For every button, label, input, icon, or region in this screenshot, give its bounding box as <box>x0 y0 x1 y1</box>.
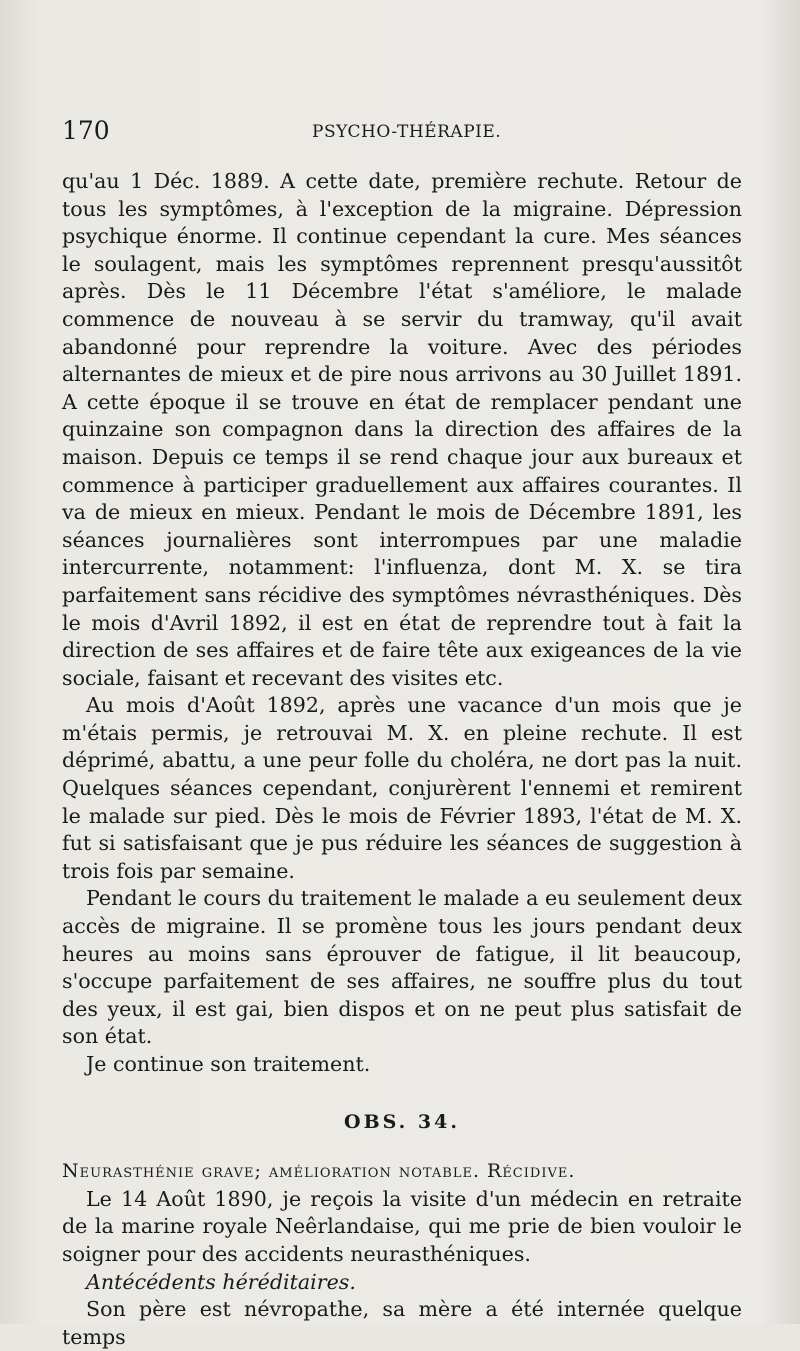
observation-title: OBS. 34. <box>344 1110 460 1133</box>
page-body <box>62 168 742 1351</box>
paragraph-4: Je continue son traitement. <box>86 1052 371 1076</box>
observation-subheading: Antécédents héréditaires. <box>86 1269 356 1294</box>
paragraph-3: Pendant le cours du traitement le malade a eu seulement deux accès de migraine. Il se promène tous les jours pendant deux heures au moins sans éprouver de fatigue, il lit beaucoup, s'occupe parfaitement de ses affaires, ne souffre plus du tout des yeux, il est gai, bien dispos et on ne peut plus satisfait de son état. <box>62 886 742 1049</box>
page-header <box>62 112 760 152</box>
paragraph-1: qu'au 1 Déc. 1889. A cette date, première rechute. Retour de tous les symptômes, à l'exception de la migraine. Dépression psychique énorme. Il continue cependant la cure. Mes séances le soulagent, mais les symptômes reprennent presqu'aussitôt après. Dès le 11 Décembre l'état s'améliore, le malade commence de nouveau à se servir du tramway, qu'il avait abandonné pour reprendre la voiture. Avec des périodes alternantes de mieux et de pire nous arrivons au 30 Juillet 1891. A cette époque il se trouve en état de remplacer pendant une quinzaine son compagnon dans la direction des affaires de la maison. Depuis ce temps il se rend chaque jour aux bureaux et commence à participer graduellement aux affaires courantes. Il va de mieux en mieux. Pendant le mois de Décembre 1891, les séances journalières sont interrompues par une maladie intercurrente, notamment: l'influenza, dont M. X. se tira parfaitement sans récidive des symptômes névrasthéniques. Dès le mois d'Avril 1892, il est en état de reprendre tout à fait la direction de ses affaires et de faire tête aux exigeances de la vie sociale, faisant et recevant des visites etc. <box>62 169 742 690</box>
observation-heading: Neurasthénie grave; amélioration notable. Récidive. <box>62 1160 576 1183</box>
running-title: PSYCHO-THÉRAPIE. <box>312 122 502 142</box>
paragraph-6: Son père est névropathe, sa mère a été internée quelque temps <box>62 1297 742 1349</box>
page-number: 170 <box>62 116 110 145</box>
paragraph-5: Le 14 Août 1890, je reçois la visite d'un médecin en retraite de la marine royale Neêrlandaise, qui me prie de bien vouloir le soigner pour des accidents neurasthéniques. <box>62 1186 742 1266</box>
paragraph-2: Au mois d'Août 1892, après une vacance d'un mois que je m'étais permis, je retrouvai M. X. en pleine rechute. Il est déprimé, abattu, a une peur folle du choléra, ne dort pas la nuit. Quelques séances cependant, conjurèrent l'ennemi et remirent le malade sur pied. Dès le mois de Février 1893, l'état de M. X. fut si satisfaisant que je pus réduire les séances de suggestion à trois fois par semaine. <box>62 693 742 883</box>
